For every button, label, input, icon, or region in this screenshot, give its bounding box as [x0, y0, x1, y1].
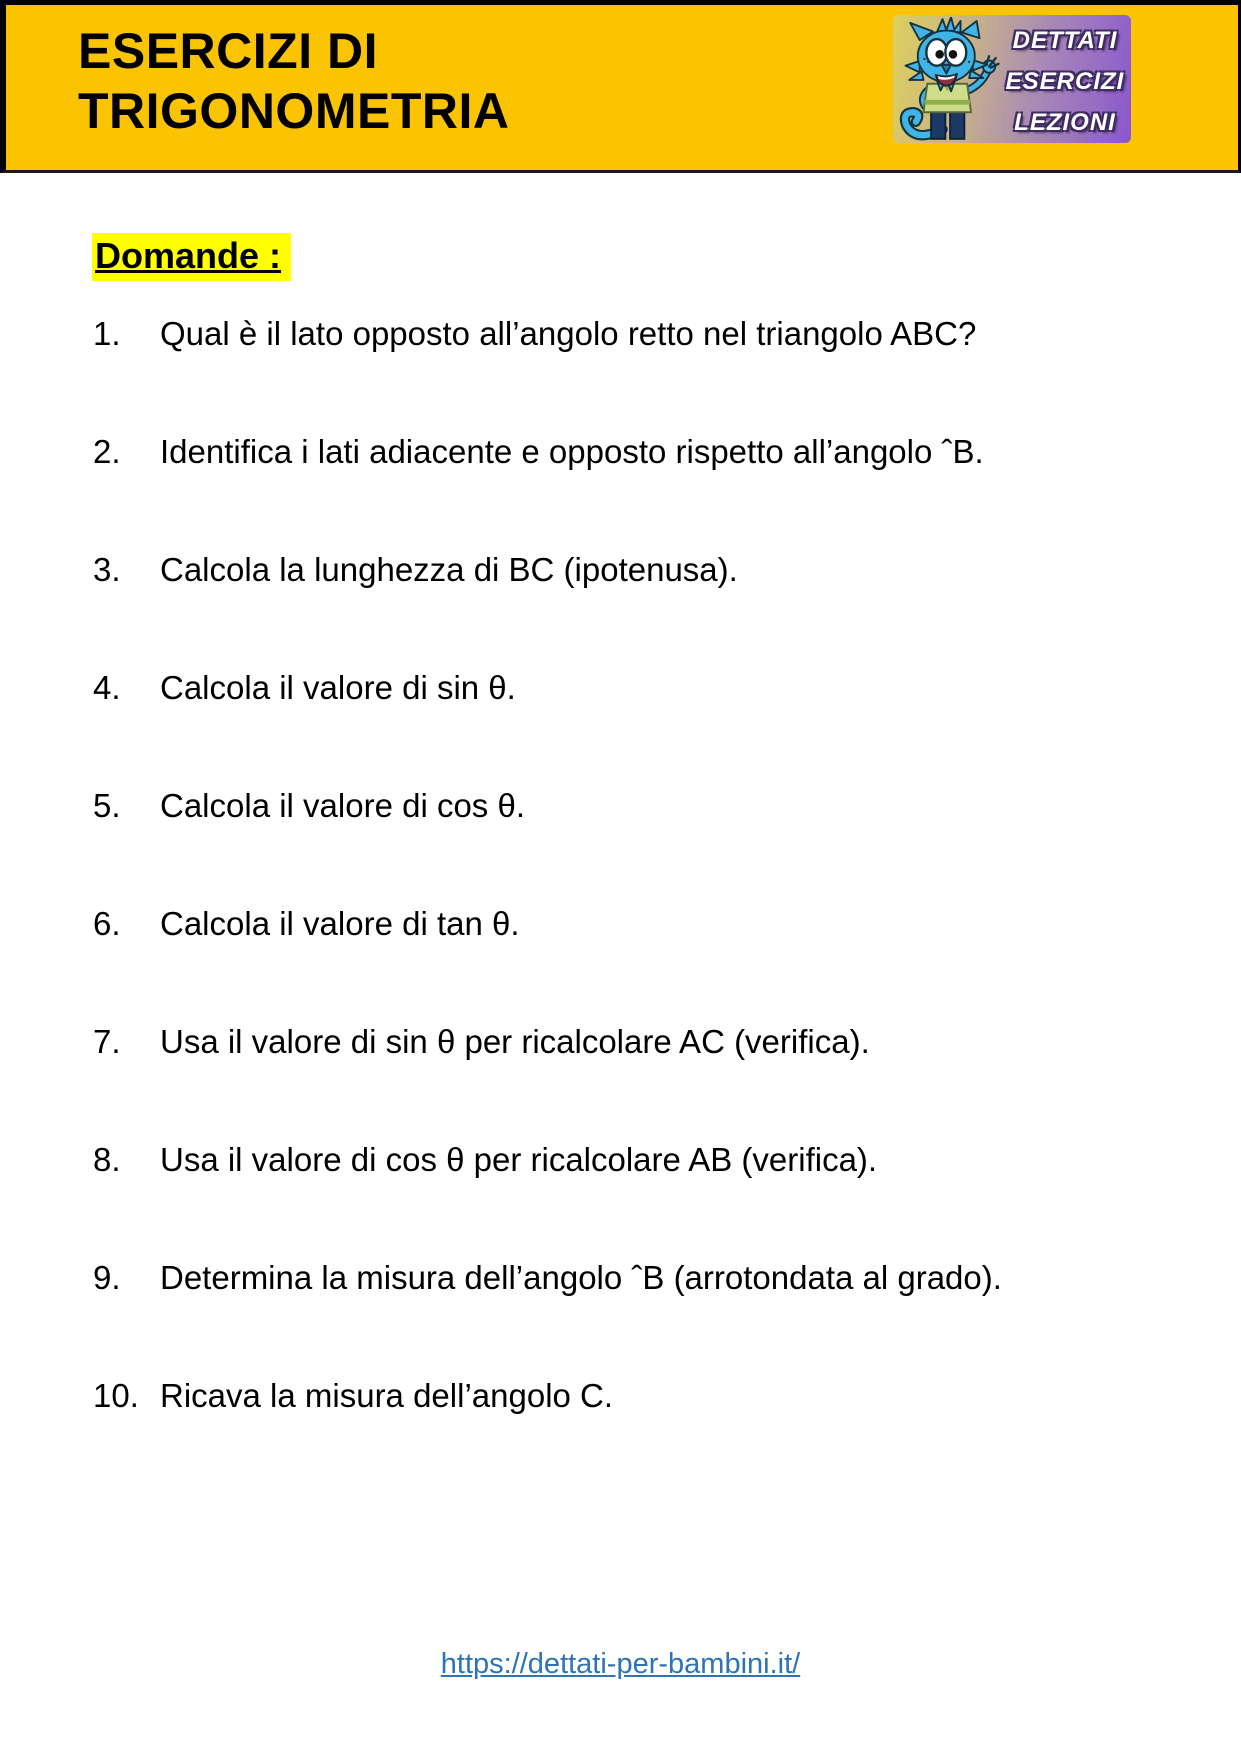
- section-heading: [92, 233, 291, 281]
- question-number: 2.: [93, 433, 121, 470]
- question-item: [93, 1372, 1183, 1419]
- logo-words: [1005, 28, 1125, 143]
- question-text: Calcola il valore di tan θ.: [160, 905, 520, 942]
- questions-list: [93, 310, 1183, 1490]
- question-number: 7.: [93, 1023, 121, 1060]
- question-text: Identifica i lati adiacente e opposto rispetto all’angolo ˆB.: [160, 433, 984, 470]
- question-number: 1.: [93, 315, 121, 352]
- question-number: 6.: [93, 905, 121, 942]
- question-item: [93, 782, 1183, 829]
- question-item: [93, 428, 1183, 475]
- question-number: 8.: [93, 1141, 121, 1178]
- logo-word-dettati: DETTATI: [1012, 27, 1118, 54]
- question-number: 10.: [93, 1377, 139, 1414]
- question-number: 3.: [93, 551, 121, 588]
- question-item: [93, 664, 1183, 711]
- question-text: Calcola la lunghezza di BC (ipotenusa).: [160, 551, 738, 588]
- logo-word-esercizi: ESERCIZI: [1005, 68, 1125, 95]
- question-item: [93, 1254, 1183, 1301]
- question-item: [93, 1018, 1183, 1065]
- question-item: [93, 1136, 1183, 1183]
- page-title: ESERCIZI DI TRIGONOMETRIA: [78, 23, 510, 139]
- site-link[interactable]: https://dettati-per-bambini.it/: [440, 1648, 801, 1680]
- question-text: Usa il valore di cos θ per ricalcolare AB (verifica).: [160, 1141, 878, 1178]
- question-text: Ricava la misura dell’angolo C.: [160, 1377, 614, 1414]
- question-number: 5.: [93, 787, 121, 824]
- footer: [0, 1648, 1241, 1681]
- section-heading-label: Domande :: [92, 233, 291, 281]
- question-text: Usa il valore di sin θ per ricalcolare AC (verifica).: [160, 1023, 870, 1060]
- question-text: Calcola il valore di cos θ.: [160, 787, 525, 824]
- cat-mascot-icon: [895, 17, 1009, 141]
- site-logo: [893, 15, 1131, 143]
- question-text: Calcola il valore di sin θ.: [160, 669, 516, 706]
- question-number: 4.: [93, 669, 121, 706]
- question-text: Qual è il lato opposto all’angolo retto nel triangolo ABC?: [160, 315, 977, 352]
- question-item: [93, 546, 1183, 593]
- question-item: [93, 900, 1183, 947]
- question-number: 9.: [93, 1259, 121, 1296]
- logo-word-lezioni: LEZIONI: [1014, 109, 1116, 136]
- question-item: [93, 310, 1183, 357]
- header-banner: [0, 0, 1241, 173]
- question-text: Determina la misura dell’angolo ˆB (arrotondata al grado).: [160, 1259, 1002, 1296]
